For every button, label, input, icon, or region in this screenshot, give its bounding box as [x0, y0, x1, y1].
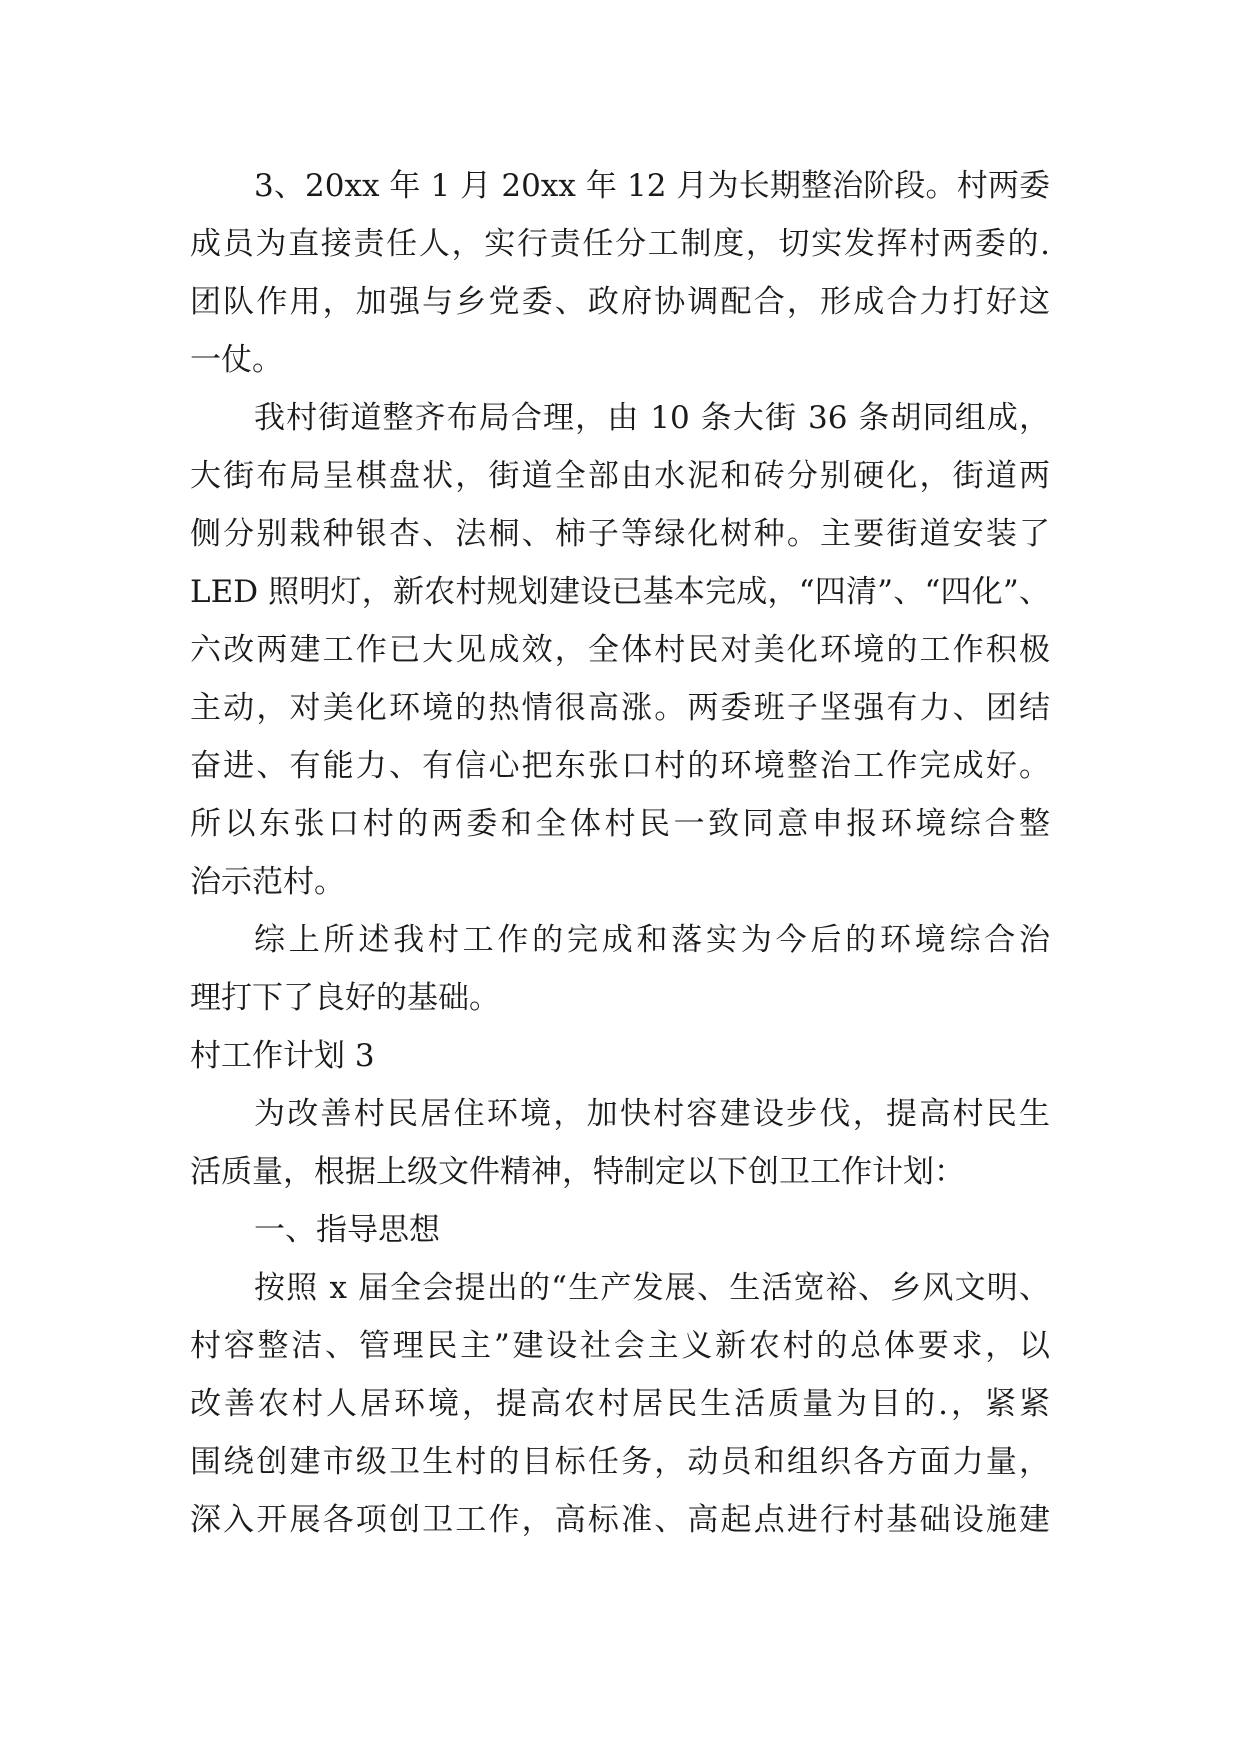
subheading: [0, 1200, 1241, 1260]
text-line: [0, 1084, 1241, 1144]
text-line: [0, 156, 1241, 216]
text-line-content: 奋进、有能力、有信心把东张口村的环境整治工作完成好。: [190, 748, 1050, 784]
text-line: [0, 1258, 1241, 1318]
text-line: [0, 678, 1241, 738]
text-line-content: 主动，对美化环境的热情很高涨。两委班子坚强有力、团结: [190, 690, 1050, 726]
text-line-content: 围绕创建市级卫生村的目标任务，动员和组织各方面力量，: [190, 1444, 1050, 1480]
text-line: [0, 330, 1241, 390]
text-line-content: LED 照明灯，新农村规划建设已基本完成，“四清”、“四化”、: [190, 574, 1050, 610]
text-line: [0, 968, 1241, 1028]
text-line-content: 按照 x 届全会提出的“生产发展、生活宽裕、乡风文明、: [254, 1270, 1050, 1306]
text-line: [0, 1142, 1241, 1202]
section-heading: [0, 1026, 1241, 1086]
text-line: [0, 1432, 1241, 1492]
text-line-content: 所以东张口村的两委和全体村民一致同意申报环境综合整: [190, 806, 1050, 842]
text-line-content: 团队作用，加强与乡党委、政府协调配合，形成合力打好这: [190, 284, 1050, 320]
text-line: [0, 1374, 1241, 1434]
text-line-content: 理打下了良好的基础。: [190, 980, 500, 1016]
text-line-content: 3、20xx 年 1 月 20xx 年 12 月为长期整治阶段。村两委: [254, 168, 1050, 204]
text-line: [0, 794, 1241, 854]
text-line: [0, 910, 1241, 970]
text-line: [0, 388, 1241, 448]
text-line: [0, 504, 1241, 564]
text-line: [0, 852, 1241, 912]
text-line-content: 为改善村民居住环境，加快村容建设步伐，提高村民生: [254, 1096, 1050, 1132]
text-line-content: 活质量，根据上级文件精神，特制定以下创卫工作计划：: [190, 1154, 965, 1190]
text-line-content: 我村街道整齐布局合理，由 10 条大街 36 条胡同组成，: [254, 400, 1050, 436]
text-line: [0, 446, 1241, 506]
section-heading-text: 村工作计划 3: [190, 1038, 375, 1074]
text-line: [0, 562, 1241, 622]
text-line-content: 成员为直接责任人，实行责任分工制度，切实发挥村两委的.: [190, 226, 1050, 262]
text-line: [0, 1316, 1241, 1376]
text-line-content: 深入开展各项创卫工作，高标准、高起点进行村基础设施建: [190, 1502, 1050, 1538]
subheading-text: 一、指导思想: [254, 1212, 440, 1248]
text-line: [0, 620, 1241, 680]
text-line-content: 治示范村。: [190, 864, 345, 900]
text-line-content: 大街布局呈棋盘状，街道全部由水泥和砖分别硬化，街道两: [190, 458, 1050, 494]
text-line: [0, 736, 1241, 796]
text-line-content: 改善农村人居环境，提高农村居民生活质量为目的.，紧紧: [190, 1386, 1050, 1422]
text-line-content: 六改两建工作已大见成效，全体村民对美化环境的工作积极: [190, 632, 1050, 668]
text-line-content: 侧分别栽种银杏、法桐、柿子等绿化树种。主要街道安装了: [190, 516, 1050, 552]
text-line: [0, 1490, 1241, 1550]
text-line-content: 一仗。: [190, 342, 283, 378]
text-line: [0, 214, 1241, 274]
text-line-content: 综上所述我村工作的完成和落实为今后的环境综合治: [254, 922, 1050, 958]
text-line: [0, 272, 1241, 332]
text-line-content: 村容整洁、管理民主”建设社会主义新农村的总体要求，以: [190, 1328, 1050, 1364]
